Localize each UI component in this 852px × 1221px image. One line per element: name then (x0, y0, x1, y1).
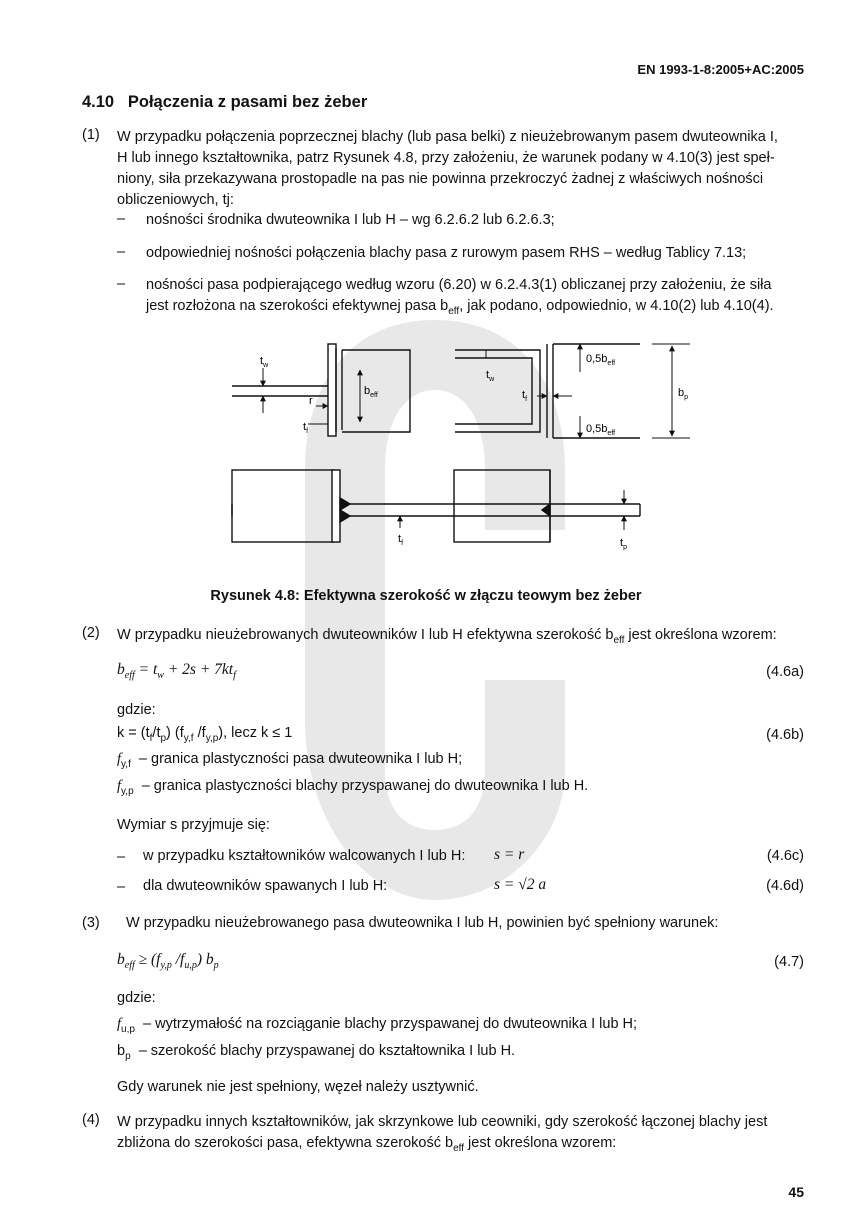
para-4-text (117, 1112, 767, 1159)
subscript: eff (613, 634, 625, 646)
para-1-line: obliczeniowych, tj: (117, 192, 234, 208)
subscript: eff (124, 960, 135, 972)
subscript: eff (453, 1142, 465, 1154)
para-1-text (117, 127, 817, 211)
eq-part: k = (t (117, 725, 150, 741)
para-1-line: niony, siła przekazywana prostopadle na pas nie powinna przekroczyć żadnej z właściwych nośności (117, 171, 764, 187)
def-text: – szerokość blachy przyspawanej do kształtownika I lub H. (138, 1043, 516, 1059)
figure-caption: Rysunek 4.8: Efektywna szerokość w złączu teowym bez żeber (210, 588, 642, 604)
para-1-line: H lub innego kształtownika, patrz Rysunek 4.8, przy założeniu, że warunek podany w 4.10(3) jest speł- (117, 150, 775, 166)
para-2-text (117, 625, 777, 651)
subscript: y,p (205, 732, 219, 744)
eq-part: ), lecz k ≤ 1 (218, 725, 293, 741)
eq-part: ) b (196, 951, 214, 968)
section-title: Połączenia z pasami bez żeber (127, 93, 368, 111)
s-case-welded-formula: s = √2 a (494, 876, 547, 893)
standard-reference: EN 1993-1-8:2005+AC:2005 (637, 62, 804, 77)
para-1-line: W przypadku połączenia poprzecznej blachy (lub pasa belki) z nieużebrowanym pasem dwuteownika I, (117, 129, 778, 145)
para-2-text-a: W przypadku nieużebrowanych dwuteowników I lub H efektywna szerokość b (117, 627, 614, 643)
para-3-number: (3) (82, 915, 100, 931)
bullet-rhs-resistance: odpowiedniej nośności połączenia blachy pasa z rurowym pasem RHS – według Tablicy 7.13; (146, 245, 747, 261)
subscript: f (233, 670, 236, 682)
subscript: w (157, 670, 164, 682)
def-symbol: b (117, 1043, 126, 1059)
definition-fyf (117, 751, 462, 770)
eq-part: = t (134, 661, 158, 678)
subscript: p (160, 732, 167, 744)
bullet-text: jest rozłożona na szerokości efektywnej pasa b (146, 298, 449, 314)
definition-fup (117, 1016, 637, 1035)
subscript: y,p (160, 960, 172, 972)
bullet-dash: – (117, 879, 126, 895)
equation-4-6a (117, 661, 236, 681)
equation-number: (4.6a) (766, 664, 804, 680)
label-half-beff-bottom: $0,5b_{eff}$ (586, 423, 616, 437)
label-tw: $t_w$ (260, 355, 269, 369)
eq-part: b (117, 661, 125, 678)
para-4-line (117, 1133, 767, 1159)
equation-number: (4.6b) (766, 727, 804, 743)
subscript: y,f (183, 732, 194, 744)
right-section-view (455, 344, 690, 438)
s-case-rolled-formula: s = r (494, 846, 525, 863)
where-label: gdzie: (117, 990, 156, 1006)
bullet-dash: – (117, 276, 126, 292)
eq-part: /t (152, 725, 161, 741)
subscript: eff (448, 305, 460, 317)
eq-part: ≥ (f (134, 951, 161, 968)
label-tf-plan: $t_f$ (398, 533, 404, 547)
page-number: 45 (788, 1184, 804, 1200)
bullet-dash: – (117, 211, 126, 227)
label-r: r (309, 395, 313, 407)
left-section-view (232, 344, 410, 436)
subscript: eff (124, 670, 135, 682)
subscript: u,p (184, 960, 197, 972)
para-3-text: W przypadku nieużebrowanego pasa dwuteownika I lub H, powinien być spełniony warunek: (126, 915, 719, 931)
section-number: 4.10 (82, 93, 115, 111)
equation-4-7 (117, 951, 219, 971)
bullet-dash: – (117, 244, 126, 260)
subscript: y,f (121, 758, 131, 770)
label-tf: $t_f$ (303, 421, 309, 435)
bullet-flange-resistance (146, 275, 774, 322)
bullet-line: nośności pasa podpierającego według wzoru (6.20) w 6.2.4.3(1) obliczanej przy założeniu, że siła (146, 277, 772, 293)
definition-fyp (117, 778, 588, 797)
label-bp: $b_p$ (678, 387, 689, 401)
para-1-number: (1) (82, 127, 100, 143)
plan-view (232, 470, 640, 542)
s-case-welded: dla dwuteowników spawanych I lub H: (143, 878, 388, 894)
equation-number: (4.6d) (766, 878, 804, 894)
para-4-number: (4) (82, 1112, 100, 1128)
eq-part: ) (f (166, 725, 184, 741)
s-intro: Wymiar s przyjmuje się: (117, 817, 270, 833)
section-heading (82, 93, 367, 112)
para-2-number: (2) (82, 625, 100, 641)
subscript: u,p (121, 1023, 135, 1035)
definition-bp (117, 1043, 515, 1062)
eq-part: + 2s + 7kt (163, 661, 234, 678)
def-symbol: f (117, 1016, 122, 1032)
equation-4-6b (117, 725, 292, 744)
label-half-beff-top: $0,5b_{eff}$ (586, 353, 616, 367)
eq-part: /f (193, 725, 206, 741)
subscript: f (149, 732, 153, 744)
def-text: – granica plastyczności blachy przyspawanej do dwuteownika I lub H. (141, 778, 589, 794)
def-text: – wytrzymałość na rozciąganie blachy przyspawanej do dwuteownika I lub H; (143, 1016, 638, 1032)
def-symbol: f (117, 751, 122, 767)
bullet-text: , jak podano, odpowiednio, w 4.10(2) lub 4.10(4). (459, 298, 774, 314)
figure-effective-width (200, 320, 700, 582)
where-label: gdzie: (117, 702, 156, 718)
label-tp: $t_p$ (620, 537, 627, 551)
para-4-text-b: jest określona wzorem: (464, 1135, 617, 1151)
equation-number: (4.6c) (766, 848, 804, 864)
def-symbol: f (117, 778, 122, 794)
def-text: – granica plastyczności pasa dwuteownika I lub H; (138, 751, 463, 767)
bullet-dash: – (117, 849, 126, 865)
bullet-web-resistance: nośności środnika dwuteownika I lub H – wg 6.2.6.2 lub 6.2.6.3; (146, 212, 555, 228)
subscript: p (125, 1050, 131, 1062)
bullet-line (146, 296, 774, 322)
label-beff: $b_{eff}$ (364, 385, 378, 399)
eq-part: /f (171, 951, 185, 968)
label-tf-right: $t_f$ (522, 389, 528, 403)
subscript: y,p (121, 785, 134, 797)
para-3-note: Gdy warunek nie jest spełniony, węzeł należy usztywnić. (117, 1079, 479, 1095)
label-tw-right: $t_w$ (486, 369, 495, 383)
s-case-rolled: w przypadku kształtowników walcowanych I lub H: (143, 848, 466, 864)
eq-part: b (117, 951, 125, 968)
subscript: p (213, 960, 219, 972)
para-4-text-a: zbliżona do szerokości pasa, efektywna szerokość b (117, 1135, 454, 1151)
equation-number: (4.7) (774, 954, 804, 970)
para-2-text-b: jest określona wzorem: (624, 627, 777, 643)
para-4-line: W przypadku innych kształtowników, jak skrzynkowe lub ceowniki, gdy szerokość łączonej blachy jest (117, 1114, 768, 1130)
